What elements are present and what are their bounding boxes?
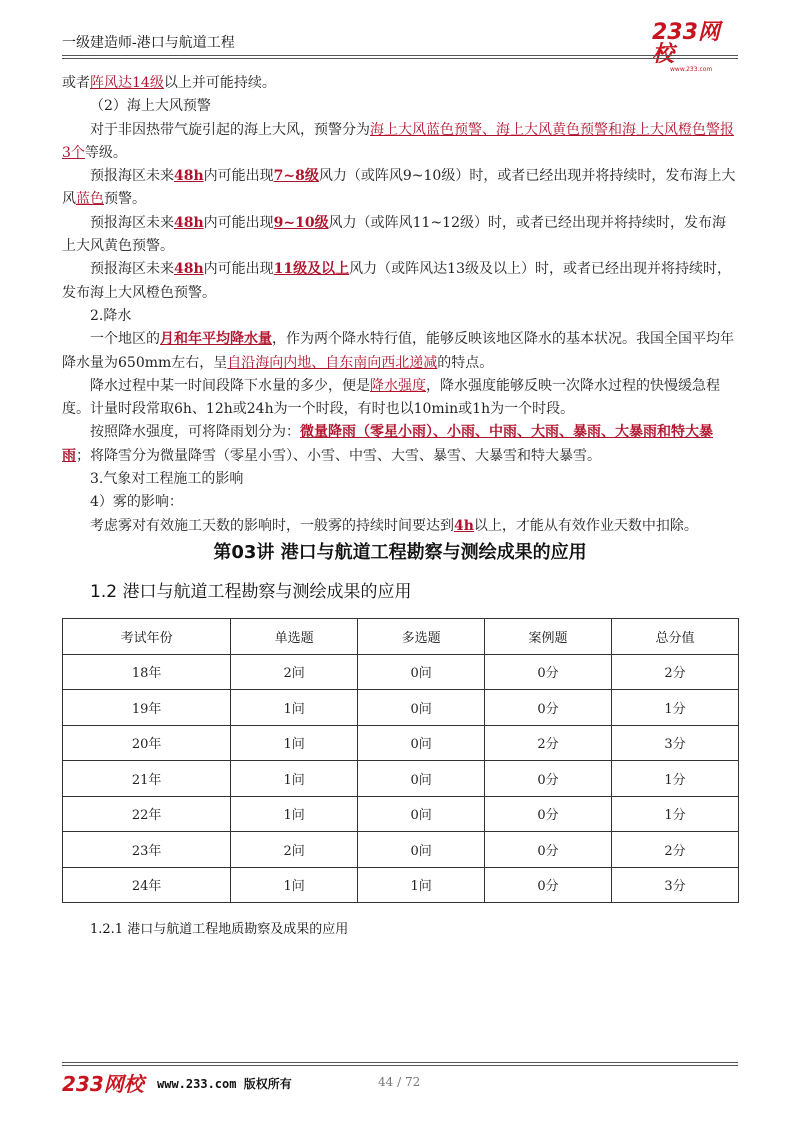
table-row <box>63 725 739 761</box>
paragraph: 一个地区的月和年平均降水量，作为两个降水特行值，能够反映该地区降水的基本状况。我国全国平均年降水量为650mm左右，呈自沿海向内地、自东南向西北递减的特点。 <box>62 331 734 371</box>
exam-stats-table <box>62 618 739 903</box>
table-cell: 0分 <box>485 654 612 690</box>
table-cell: 3分 <box>612 725 739 761</box>
table-cell: 1问 <box>231 761 358 797</box>
highlight: 48h <box>174 168 204 185</box>
table-cell: 0问 <box>358 796 485 832</box>
paragraph: 预报海区未来48h内可能出现7~8级风力（或阵风9~10级）时，或者已经出现并将持续时，发布海上大风蓝色预警。 <box>62 168 736 208</box>
table-row <box>63 761 739 797</box>
header-divider <box>62 55 738 56</box>
table-cell: 2问 <box>231 654 358 690</box>
table-cell: 0分 <box>485 796 612 832</box>
paragraph: 按照降水强度，可将降雨划分为：微量降雨（零星小雨）、小雨、中雨、大雨、暴雨、大暴雨和特大暴雨；将降雪分为微量降雪（零星小雪）、小雪、中雪、大雪、暴雪、大暴雪和特大暴雪。 <box>62 424 713 464</box>
table-row <box>63 832 739 868</box>
paragraph: 预报海区未来48h内可能出现11级及以上风力（或阵风达13级及以上）时，或者已经出现并将持续时，发布海上大风橙色预警。 <box>62 261 731 301</box>
paragraph: 或者阵风达14级以上并可能持续。 <box>62 75 276 91</box>
table-cell: 1问 <box>231 796 358 832</box>
table-cell: 24年 <box>63 867 231 903</box>
table-cell: 19年 <box>63 690 231 726</box>
highlight: 蓝色 <box>76 191 104 208</box>
table-header-cell: 总分值 <box>612 619 739 655</box>
table-cell: 22年 <box>63 796 231 832</box>
table-cell: 0问 <box>358 690 485 726</box>
table-cell: 1问 <box>358 867 485 903</box>
table-cell: 0分 <box>485 832 612 868</box>
table-row <box>63 654 739 690</box>
highlight: 11级及以上 <box>273 261 350 278</box>
table-header-cell: 考试年份 <box>63 619 231 655</box>
document-body <box>62 72 738 538</box>
header-divider-secondary <box>62 58 738 59</box>
table-cell: 1分 <box>612 796 739 832</box>
section-title: 1.2 港口与航道工程勘察与测绘成果的应用 <box>90 582 412 602</box>
table-cell: 1问 <box>231 867 358 903</box>
table-cell: 1问 <box>231 725 358 761</box>
highlight: 9~10级 <box>273 214 329 231</box>
table-header-cell: 案例题 <box>485 619 612 655</box>
highlight: 月和年平均降水量 <box>160 331 272 348</box>
heading-weather-impact: 3.气象对工程施工的影响 <box>90 471 244 488</box>
paragraph: 预报海区未来48h内可能出现9~10级风力（或阵风11~12级）时，或者已经出现并将持续时，发布海上大风黄色预警。 <box>62 214 726 255</box>
table-header-row <box>63 619 739 655</box>
table-header-cell: 单选题 <box>231 619 358 655</box>
highlight: 微量降雨（零星小雨）、小雨、中雨、大雨、暴雨、大暴雨和特大暴雨 <box>62 424 713 464</box>
table-cell: 2分 <box>612 832 739 868</box>
table-cell: 0分 <box>485 690 612 726</box>
heading-precipitation: 2.降水 <box>90 307 132 324</box>
subsection-title: 1.2.1 港口与航道工程地质勘察及成果的应用 <box>90 922 349 937</box>
table-cell: 21年 <box>63 761 231 797</box>
highlight: 海上大风蓝色预警、海上大风黄色预警和海上大风橙色警报3个 <box>62 121 734 161</box>
table-row <box>63 867 739 903</box>
table-cell: 2分 <box>485 725 612 761</box>
table-cell: 1分 <box>612 761 739 797</box>
brand-logo-text: 233网 <box>652 20 720 45</box>
table-header-cell: 多选题 <box>358 619 485 655</box>
footer-divider <box>62 1062 738 1063</box>
table-cell: 20年 <box>63 725 231 761</box>
paragraph: 对于非因热带气旋引起的海上大风，预警分为海上大风蓝色预警、海上大风黄色预警和海上大风橙色警报3个等级。 <box>62 121 734 161</box>
heading-fog-impact: 4）雾的影响： <box>90 494 183 511</box>
lecture-title: 第03讲 港口与航道工程勘察与测绘成果的应用 <box>213 542 587 563</box>
heading-sea-wind-warning: （2）海上大风预警 <box>90 98 211 115</box>
page-number: 44 / 72 <box>378 1075 421 1089</box>
table-cell: 18年 <box>63 654 231 690</box>
table-row <box>63 690 739 726</box>
table-cell: 0问 <box>358 761 485 797</box>
table-cell: 2问 <box>231 832 358 868</box>
table-cell: 0分 <box>485 867 612 903</box>
footer-divider-secondary <box>62 1065 738 1066</box>
table-cell: 3分 <box>612 867 739 903</box>
highlight: 48h <box>174 261 204 278</box>
header-title: 一级建造师-港口与航道工程 <box>62 35 235 51</box>
footer-logo[interactable]: 233网校 <box>62 1072 144 1096</box>
brand-logo[interactable] <box>652 22 740 73</box>
table-row <box>63 796 739 832</box>
table-cell: 2分 <box>612 654 739 690</box>
table-cell: 0问 <box>358 832 485 868</box>
highlight: 48h <box>174 214 204 231</box>
table-cell: 0问 <box>358 654 485 690</box>
highlight: 降水强度 <box>370 377 426 394</box>
table-cell: 0问 <box>358 725 485 761</box>
paragraph: 降水过程中某一时间段降下水量的多少，便是降水强度，降水强度能够反映一次降水过程的快慢缓急程度。计量时段常取6h、12h或24h为一个时段，有时也以10min或1h为一个时段。 <box>62 377 720 418</box>
table-cell: 0分 <box>485 761 612 797</box>
brand-logo-url: www.233.com <box>670 66 713 73</box>
paragraph: 考虑雾对有效施工天数的影响时，一般雾的持续时间要达到4h以上，才能从有效作业天数中扣除。 <box>90 517 698 534</box>
table-cell: 1分 <box>612 690 739 726</box>
footer-site-text: www.233.com 版权所有 <box>157 1077 292 1091</box>
table-cell: 1问 <box>231 690 358 726</box>
table-cell: 23年 <box>63 832 231 868</box>
highlight: 阵风达14级 <box>90 75 164 91</box>
highlight: 自沿海向内地、自东南向西北递减 <box>227 354 438 371</box>
highlight: 7~8级 <box>273 168 319 185</box>
highlight: 4h <box>454 517 474 534</box>
